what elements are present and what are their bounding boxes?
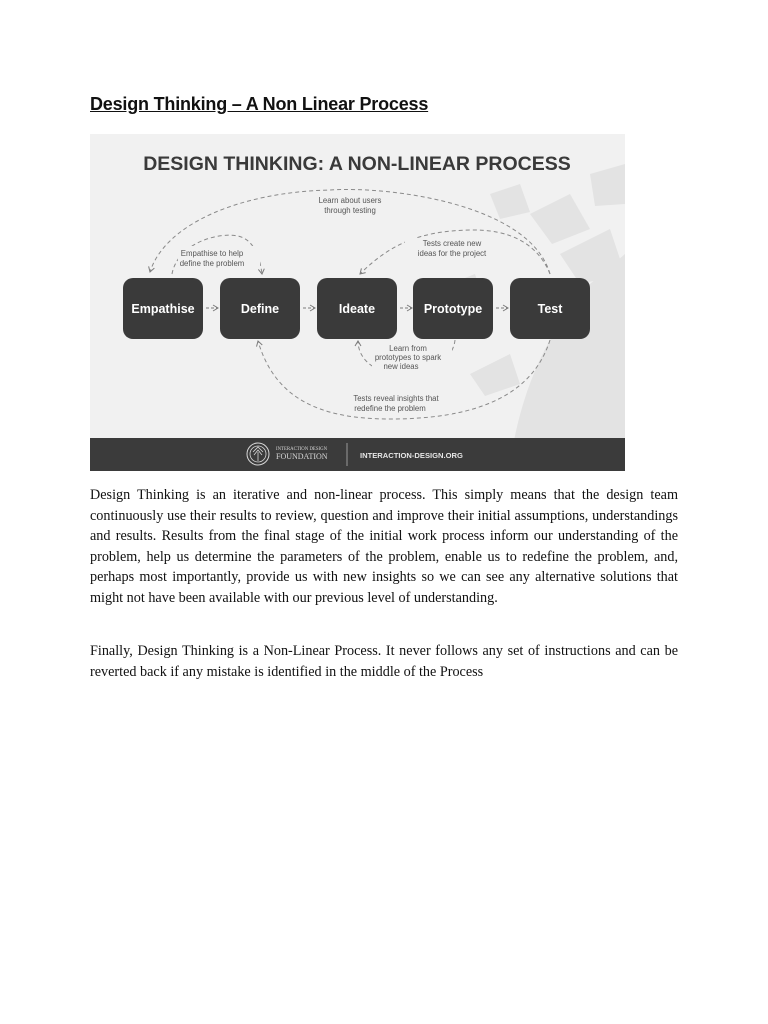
note-line: Tests create new xyxy=(422,239,482,248)
note-learn-users xyxy=(305,194,395,216)
figure-footer xyxy=(90,438,625,471)
note-empathise-help xyxy=(178,246,260,268)
note-line: redefine the problem xyxy=(354,404,426,413)
note-line: prototypes to spark xyxy=(374,353,442,362)
note-line: Learn about users xyxy=(318,196,382,205)
stage-define xyxy=(220,278,300,339)
stage-label: Define xyxy=(240,302,280,316)
logo-small-text: INTERACTION DESIGN xyxy=(276,447,328,452)
design-thinking-figure xyxy=(90,134,625,471)
logo-big-text: FOUNDATION xyxy=(276,452,328,461)
footer-url: INTERACTION-DESIGN.ORG xyxy=(360,451,463,460)
note-tests-new-ideas xyxy=(405,238,495,260)
stage-test xyxy=(510,278,590,339)
figure-heading: DESIGN THINKING: A NON-LINEAR PROCESS xyxy=(143,153,571,175)
stage-label: Empathise xyxy=(131,302,195,316)
note-line: through testing xyxy=(324,206,376,215)
stage-ideate xyxy=(317,278,397,339)
body-paragraph: Finally, Design Thinking is a Non-Linear Process. It never follows any set of instructions and can be reverted back if any mistake is identified in the middle of the Process xyxy=(90,643,678,680)
note-line: Empathise to help xyxy=(180,249,244,258)
stage-label: Test xyxy=(537,302,563,316)
stage-label: Prototype xyxy=(423,302,483,316)
page-title: Design Thinking – A Non Linear Process xyxy=(90,94,429,114)
stage-label: Ideate xyxy=(338,302,376,316)
note-line: define the problem xyxy=(179,259,245,268)
note-line: Tests reveal insights that xyxy=(353,394,439,403)
stage-empathise xyxy=(123,278,203,339)
note-line: Learn from xyxy=(389,344,427,353)
body-paragraph: Design Thinking is an iterative and non-linear process. This simply means that the design team continuously use their results to review, question and improve their initial assumptions, understandings and results. Results from the final stage of the initial work process inform our understanding of the problem, help us determine the parameters of the problem, enable us to redefine the problem, and, perhaps most importantly, provide us with new insights so we can see any alternative solutions that might not have been available with our previous level of understanding. xyxy=(90,487,678,606)
note-learn-prototypes xyxy=(372,343,452,373)
note-tests-reveal xyxy=(342,392,452,414)
note-line: new ideas xyxy=(383,362,419,371)
foundation-logo-icon xyxy=(247,443,269,465)
process-diagram xyxy=(90,134,625,471)
stage-prototype xyxy=(413,278,493,339)
note-line: ideas for the project xyxy=(417,249,487,258)
